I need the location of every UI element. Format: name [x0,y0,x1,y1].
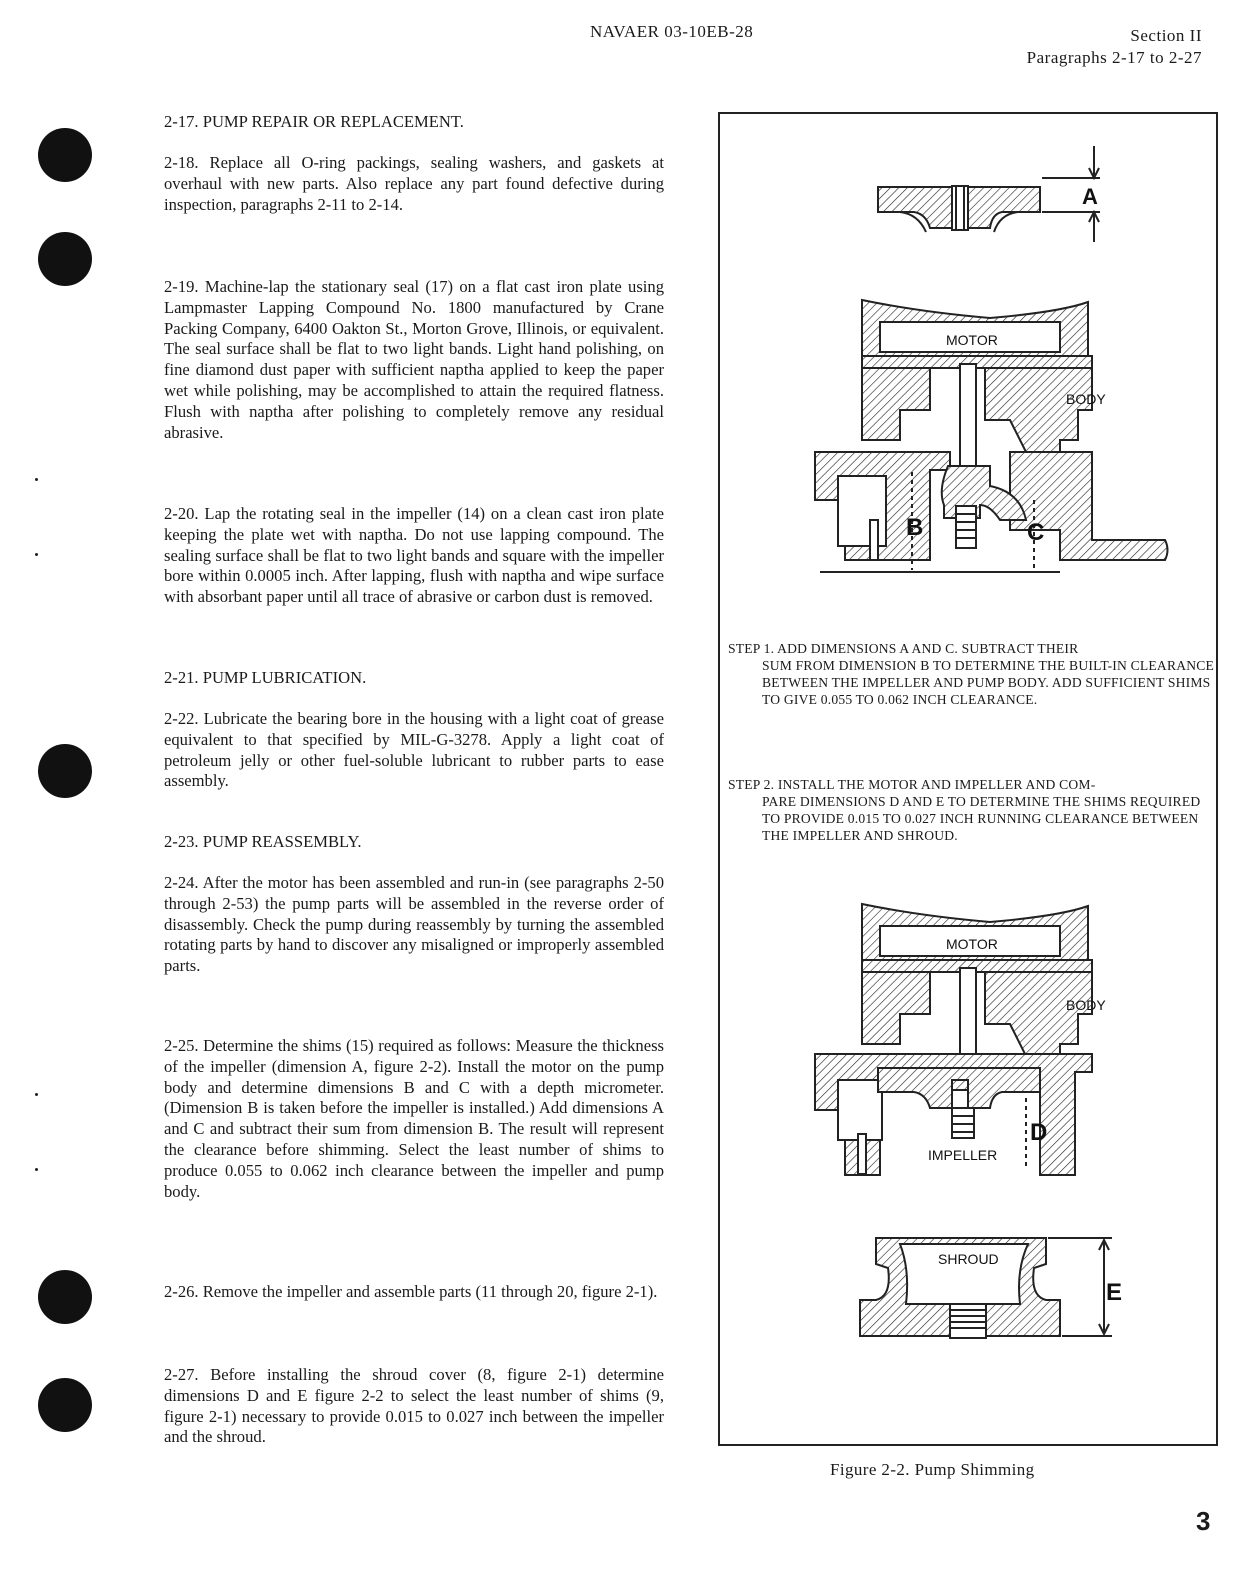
label-shroud: SHROUD [938,1251,999,1267]
step-2-first-line: STEP 2. INSTALL THE MOTOR AND IMPELLER AND COM- [728,777,1096,792]
para-2-25: 2-25. Determine the shims (15) required as follows: Measure the thickness of the impeller (dimension A, figure 2-2). Install the motor on the pump body and determine dimensions B and C with a depth micrometer. (Dimension B is taken before the impeller is installed.) Add dimensions A and C and subtract their sum from dimension B. The result will represent the clearance before shimming. Select the least number of shims to produce 0.055 to 0.062 inch clearance between the impeller and pump body. [164,1036,664,1201]
h-2-17: 2-17. PUMP REPAIR OR REPLACEMENT. [164,112,464,131]
para-2-18: 2-18. Replace all O-ring packings, sealing washers, and gaskets at overhaul with new parts. Also replace any part found defective during inspection, paragraphs 2-11 to 2-14. [164,153,664,214]
step-1-note [728,640,1214,708]
impeller-detail [878,186,1040,232]
para-2-19: 2-19. Machine-lap the stationary seal (17) on a flat cast iron plate using Lampmaster Lapping Compound No. 1800 manufactured by Crane Packing Company, 6400 Oakton St., Morton Grove, Illinois, or equivalent. The seal surface shall be flat to two light bands. Light hand polishing, on fine diamond dust paper with sufficient naptha applied to keep the paper wet while polishing, may be accomplished to attain the required flatness. Flush with naptha after polishing to completely remove any residual abrasive. [164,277,664,442]
label-motor-2: MOTOR [946,936,998,952]
para-2-27: 2-27. Before installing the shroud cover (8, figure 2-1) determine dimensions D and E figure 2-2 to select the least number of shims (9, figure 2-1) necessary to provide 0.015 to 0.027 inch between the impeller and the shroud. [164,1365,664,1447]
para-2-26: 2-26. Remove the impeller and assemble parts (11 through 20, figure 2-1). [164,1282,658,1301]
label-body-2: BODY [1066,997,1106,1013]
page-number: 3 [1196,1506,1211,1536]
paragraph-range: Paragraphs 2-17 to 2-27 [1026,48,1202,67]
label-b: B [906,514,924,541]
label-e: E [1106,1279,1123,1306]
section-label: Section II [1130,26,1202,45]
label-motor-1: MOTOR [946,332,998,348]
label-c: C [1027,519,1045,546]
step-1-rest: SUM FROM DIMENSION B TO DETERMINE THE BUILT-IN CLEARANCE BETWEEN THE IMPELLER AND PUMP BODY. ADD SUFFICIENT SHIMS TO GIVE 0.055 TO 0.062 INCH CLEARANCE. [762,658,1215,707]
step-2-note [728,776,1214,844]
step-2-rest: PARE DIMENSIONS D AND E TO DETERMINE THE SHIMS REQUIRED TO PROVIDE 0.015 TO 0.027 INCH RUNNING CLEARANCE BETWEEN THE IMPELLER AND SHROUD. [762,794,1201,843]
label-d: D [1030,1119,1048,1146]
para-2-20: 2-20. Lap the rotating seal in the impeller (14) on a clean cast iron plate keeping the plate wet with naptha. Do not use lapping compound. The sealing surface shall be flat to two light bands and square with the impeller bore within 0.0005 inch. After lapping, flush with naptha and wipe surface with absorbant paper until all trace of abrasive or carbon dust is removed. [164,504,664,607]
label-a: A [1082,184,1098,209]
h-2-21: 2-21. PUMP LUBRICATION. [164,668,367,687]
label-body-1: BODY [1066,391,1106,407]
para-2-24: 2-24. After the motor has been assembled and run-in (see paragraphs 2-50 through 2-53) the pump parts will be assembled in the reverse order of disassembly. Check the pump during reassembly by turning the assembled rotating parts by hand to discover any misaligned or improperly assembled parts. [164,873,664,976]
h-2-23: 2-23. PUMP REASSEMBLY. [164,832,362,851]
step-1-first-line: STEP 1. ADD DIMENSIONS A AND C. SUBTRACT THEIR [728,641,1079,656]
label-impeller: IMPELLER [928,1147,998,1163]
doc-number: NAVAER 03-10EB-28 [590,22,754,41]
figure-caption: Figure 2-2. Pump Shimming [830,1460,1035,1479]
para-2-22: 2-22. Lubricate the bearing bore in the housing with a light coat of grease equivalent to that specified by MIL-G-3278. Apply a light coat of petroleum jelly or other fuel-soluble lubricant to rubber parts to ease assembly. [164,709,664,791]
